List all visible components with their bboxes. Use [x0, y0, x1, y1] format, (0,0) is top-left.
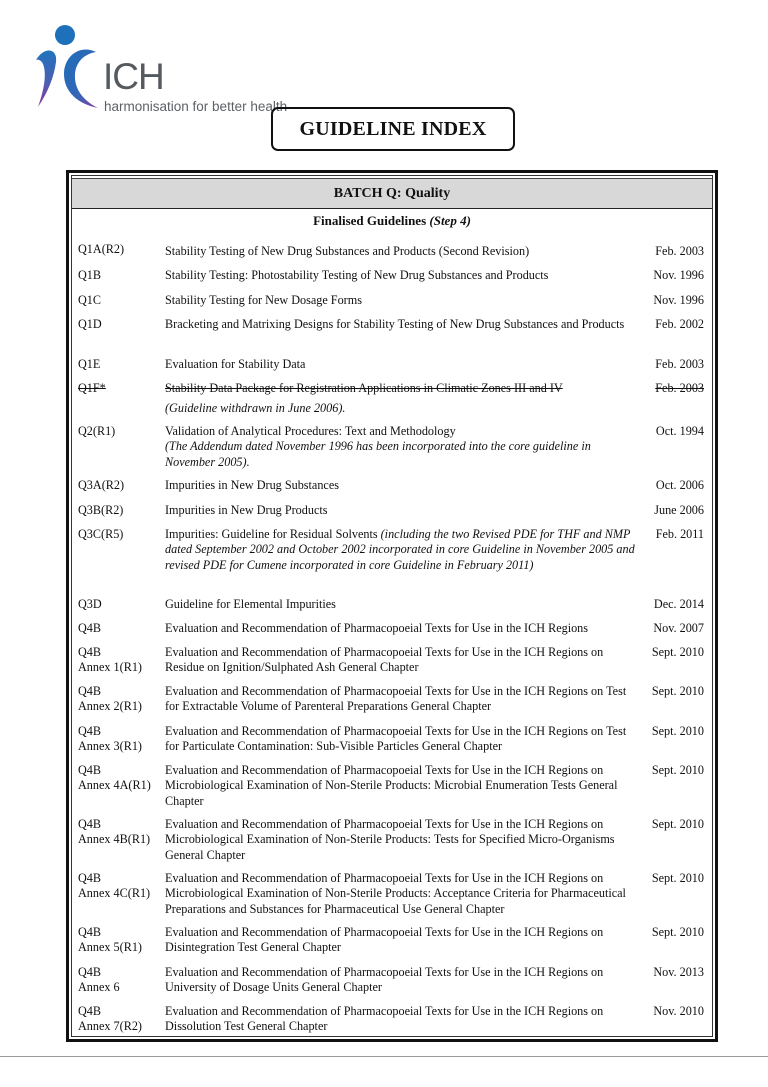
- guideline-date: Sept. 2010: [651, 724, 704, 738]
- guideline-code-block: [78, 871, 168, 902]
- guideline-date: Feb. 2011: [655, 527, 704, 541]
- guideline-title: Bracketing and Matrixing Designs for Stability Testing of New Drug Substances and Products: [165, 317, 625, 331]
- guideline-code-block: [78, 817, 168, 848]
- guideline-code: Q4B: [78, 925, 102, 939]
- guideline-date: Nov. 1996: [653, 268, 704, 282]
- guideline-code: Q1D: [78, 317, 102, 331]
- section-subheader: [72, 213, 712, 229]
- guideline-title: Evaluation and Recommendation of Pharmacopoeial Texts for Use in the ICH Regions on Test for Extractable Volume of Parenteral Preparations General Chapter: [165, 684, 627, 714]
- logo-wordmark: ICH: [103, 56, 164, 97]
- guideline-title-block: [165, 381, 637, 417]
- guideline-date: Feb. 2003: [655, 381, 704, 395]
- guideline-code: Q4B: [78, 1004, 102, 1018]
- guideline-annex: Annex 6: [78, 980, 120, 995]
- guideline-code: Q4B: [78, 871, 102, 885]
- guideline-code: Q4B: [78, 817, 102, 831]
- guideline-date: Feb. 2003: [655, 357, 704, 371]
- guideline-title: Impurities in New Drug Substances: [165, 478, 339, 492]
- guideline-table-inner: [71, 175, 713, 1037]
- guideline-code: Q3B(R2): [78, 503, 124, 517]
- guideline-index-title-box: [271, 107, 515, 151]
- guideline-note: (Guideline withdrawn in June 2006).: [165, 401, 346, 416]
- guideline-code-block: [78, 645, 168, 676]
- ich-figure-icon: [30, 22, 102, 117]
- guideline-code: Q1B: [78, 268, 102, 282]
- guideline-title: Stability Testing of New Drug Substances and Products (Second Revision): [165, 244, 530, 258]
- guideline-title: Evaluation for Stability Data: [165, 357, 306, 371]
- guideline-code-block: [78, 684, 168, 715]
- subheader-label: Finalised Guidelines: [313, 213, 427, 228]
- guideline-title: Evaluation and Recommendation of Pharmacopoeial Texts for Use in the ICH Regions on Residue on Ignition/Sulphated Ash General Chapter: [165, 645, 604, 675]
- guideline-title: Evaluation and Recommendation of Pharmacopoeial Texts for Use in the ICH Regions on Dissolution Test General Chapter: [165, 1004, 604, 1034]
- guideline-title: Evaluation and Recommendation of Pharmacopoeial Texts for Use in the ICH Regions on University of Dosage Units General Chapter: [165, 965, 604, 995]
- guideline-title: Evaluation and Recommendation of Pharmacopoeial Texts for Use in the ICH Regions on Microbiological Examination of Non-Sterile Products: Tests for Specified Micro-Organisms General Chapter: [165, 817, 615, 862]
- guideline-date: Sept. 2010: [651, 925, 704, 939]
- guideline-code: Q4B: [78, 621, 102, 635]
- guideline-code: Q3A(R2): [78, 478, 125, 492]
- guideline-title: Stability Testing: Photostability Testing of New Drug Substances and Products: [165, 268, 549, 282]
- guideline-date: Sept. 2010: [651, 684, 704, 698]
- guideline-code-block: [78, 1004, 168, 1035]
- guideline-title: Evaluation and Recommendation of Pharmacopoeial Texts for Use in the ICH Regions on Test for Particulate Contamination: Sub-Visible Particles General Chapter: [165, 724, 627, 754]
- guideline-note: (The Addendum dated November 1996 has been incorporated into the core guideline in November 2005).: [165, 439, 591, 469]
- guideline-code: Q4B: [78, 763, 102, 777]
- guideline-annex: Annex 1(R1): [78, 660, 142, 675]
- guideline-annex: Annex 4C(R1): [78, 886, 151, 901]
- guideline-title: Stability Testing for New Dosage Forms: [165, 293, 362, 307]
- guideline-table: [66, 170, 718, 1042]
- page-title: GUIDELINE INDEX: [299, 117, 487, 140]
- subheader-step: (Step 4): [429, 213, 471, 228]
- guideline-date: Sept. 2010: [651, 817, 704, 831]
- guideline-title: Impurities in New Drug Products: [165, 503, 328, 517]
- guideline-title: Evaluation and Recommendation of Pharmacopoeial Texts for Use in the ICH Regions on Disintegration Test General Chapter: [165, 925, 604, 955]
- guideline-title: Stability Data Package for Registration Applications in Climatic Zones III and IV: [165, 381, 563, 395]
- guideline-annex: Annex 3(R1): [78, 739, 142, 754]
- guideline-code: Q3C(R5): [78, 527, 124, 541]
- guideline-title: Validation of Analytical Procedures: Text and Methodology: [165, 424, 456, 438]
- guideline-code: Q4B: [78, 645, 102, 659]
- guideline-code: Q4B: [78, 724, 102, 738]
- guideline-annex: Annex 4A(R1): [78, 778, 151, 793]
- guideline-title: Evaluation and Recommendation of Pharmacopoeial Texts for Use in the ICH Regions on Microbiological Examination of Non-Sterile Products: Microbial Enumeration Tests General Chapter: [165, 763, 618, 808]
- guideline-title: Evaluation and Recommendation of Pharmacopoeial Texts for Use in the ICH Regions on Microbiological Examination of Non-Sterile Products: Acceptance Criteria for Pharmaceutical Preparations and Substances for Pharmaceutical Use General Chapter: [165, 871, 626, 916]
- guideline-title: Evaluation and Recommendation of Pharmacopoeial Texts for Use in the ICH Regions: [165, 621, 589, 635]
- guideline-note: (including the two Revised PDE for THF and NMP dated September 2002 and October 2002 incorporated in core Guideline in November 2005 and revised PDE for Cumene incorporated in core Guideline in February 2011): [165, 527, 635, 572]
- guideline-code: Q4B: [78, 965, 102, 979]
- guideline-annex: Annex 2(R1): [78, 699, 142, 714]
- logo-tagline: harmonisation for better health: [104, 99, 288, 114]
- guideline-date: Nov. 2007: [653, 621, 704, 635]
- guideline-code: Q1C: [78, 293, 102, 307]
- guideline-code-block: [78, 724, 168, 755]
- guideline-annex: Annex 5(R1): [78, 940, 142, 955]
- guideline-date: Sept. 2010: [651, 645, 704, 659]
- guideline-code: Q1A(R2): [78, 242, 125, 256]
- guideline-code-block: [78, 763, 168, 794]
- guideline-date: Feb. 2003: [655, 244, 704, 258]
- guideline-date: Nov. 1996: [653, 293, 704, 307]
- guideline-title: Impurities: Guideline for Residual Solvents: [165, 527, 378, 541]
- guideline-title: Guideline for Elemental Impurities: [165, 597, 336, 611]
- guideline-date: Feb. 2002: [655, 317, 704, 331]
- guideline-date: Oct. 2006: [655, 478, 704, 492]
- guideline-date: Sept. 2010: [651, 871, 704, 885]
- guideline-date: Sept. 2010: [651, 763, 704, 777]
- guideline-date: Nov. 2010: [653, 1004, 704, 1018]
- page-bottom-divider: [0, 1056, 768, 1057]
- guideline-code: Q1F*: [78, 381, 106, 395]
- guideline-code: Q3D: [78, 597, 102, 611]
- guideline-code: Q2(R1): [78, 424, 116, 438]
- guideline-date: Oct. 1994: [655, 424, 704, 438]
- batch-header: [72, 178, 712, 209]
- guideline-date: Nov. 2013: [653, 965, 704, 979]
- guideline-date: June 2006: [654, 503, 704, 517]
- guideline-title-block: [165, 424, 637, 470]
- guideline-annex: Annex 4B(R1): [78, 832, 151, 847]
- guideline-code-block: [78, 925, 168, 956]
- guideline-date: Dec. 2014: [653, 597, 704, 611]
- batch-header-label: BATCH Q: Quality: [333, 185, 451, 201]
- guideline-annex: Annex 7(R2): [78, 1019, 142, 1034]
- ich-logo: [30, 22, 300, 117]
- guideline-code: Q1E: [78, 357, 101, 371]
- guideline-code-block: [78, 965, 168, 996]
- guideline-title-block: [165, 527, 637, 573]
- guideline-code: Q4B: [78, 684, 102, 698]
